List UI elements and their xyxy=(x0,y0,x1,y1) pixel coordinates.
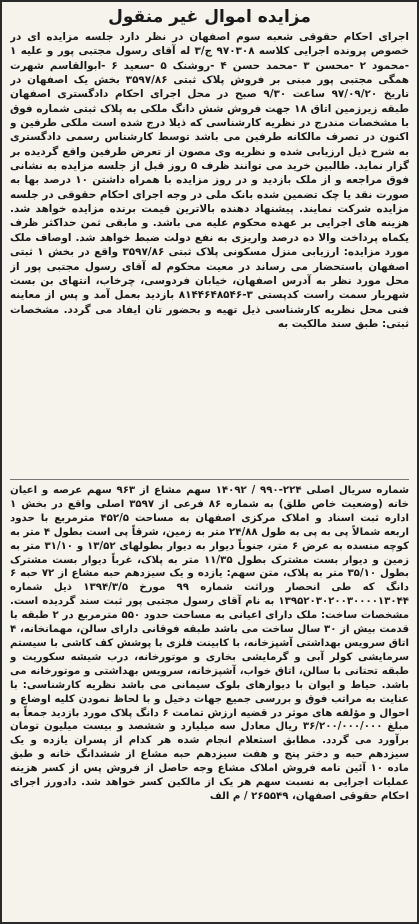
section-divider xyxy=(10,479,409,480)
notice-paragraph-property-details xyxy=(10,484,409,920)
notice-reference-number: ۲۶۵۵۴۹ / م الف xyxy=(209,790,289,802)
notice-paragraph-auction-terms: اجرای احکام حقوقی شعبه سوم اصفهان در نظر دارد جلسه مزایده ای در خصوص پرونده اجرایی کلاسه ۹۷۰۳۰۸ ج/۳ له آقای رسول مجتبی پور و علیه ۱ -محمود ۲ -محسن ۳ -محمد حسن ۴ -روشنک ۵ -سعید ۶ -ابوالقاسم شهرت همگی مجتبی پور مبنی بر فروش پلاک ثبتی ۳۵۹۷/۸۶ بخش یک اصفهان در تاریخ ۹۷/۰۹/۲۰ ساعت ۹/۳۰ صبح در محل اجرای احکام دادگستری اصفهان طبقه زیرزمین اتاق ۱۸ جهت فروش شش دانگ ملکی به پلاک ثبتی شماره فوق با مشخصات مندرج در نظریه کارشناسی که ذیلا درج شده است ملکی طرفین و اکنون در تصرف مالکانه طرفین می باشد توسط کارشناس رسمی دادگستری به شرح ذیل ارزیابی شده و نظریه وی مصون از تعرض طرفین واقع گردیده بر گزار نماید. طالبین خرید می توانند ظرف ۵ روز قبل از جلسه مزایده به نشانی فوق مراجعه و از ملک بازدید و در روز مزایده با همراه داشتن ۱۰ درصد بها به صورت نقد یا چک تضمین شده بانک ملی در وجه اجرای احکام حقوقی در جلسه مزایده شرکت نمایند. پیشنهاد دهنده بالاترین قیمت برنده مزایده خواهد شد. هزینه های اجرایی بر عهده محکوم علیه می باشد. و مابقی ثمن حداکثر ظرف یکماه پرداخت والا ده درصد واریزی به نفع دولت ضبط خواهد شد. اوصاف ملک مورد مزایده: ارزیابی منزل مسکونی پلاک ثبتی ۳۵۹۷/۸۶ واقع در بخش ۱ ثبتی اصفهان باستحضار می رساند در معیت محکوم له آقای رسول مجتبی پور از محل مورد نظر به آدرس اصفهان، خیابان فردوسی، چرخاب، انتهای بن بست شهریار سمت راست کدپستی ۳-۸۱۴۴۶۴۸۵۴۶ بازدید بعمل آمد و پس از معاینه فنی محل نظریه کارشناسی ذیل تهیه و بحضور تان ایفاد می گردد. مشخصات ثبتی: طبق سند مالکیت به xyxy=(10,31,409,330)
property-details-text: شماره سریال اصلی ۲۲۴-۹۹۰ / ۱۴۰۹۲ سهم مشاع از ۹۶۳ سهم عرصه و اعیان خانه (وضعیت خاص طلق) به شماره ۸۶ فرعی از ۳۵۹۷ اصلی واقع در بخش ۱ اداره ثبت اسناد و املاک مرکزی اصفهان به مساحت ۴۵۲/۵ مترمربع با حدود اربعه شمالاً پی به پی به طول ۲۴/۸۸ متر به زمین، شرقاً پی است بطول ۴ متر به کوچه منسده به عرض ۶ متر، جنوباً دیوار به دیوار بطولهای ۱۳/۵۲ و ۳۱/۱۰ متر به زمین و دیوار بست مشترک بطول ۱۱/۳۵ متر به پلاک، غرباً دیوار بست مشترک بطول ۳۵/۱۰ متر به پلاک، متن سهم: یازده و یک سیزدهم حبه مشاع از ۷۲ حبه ۶ دانگ که طی انحصار وراثت شماره ۹۹ مورخ ۱۳۹۴/۳/۵ ذیل شماره ۱۳۹۵۲۰۳۰۲۰۰۳۰۰۰۰۱۳۰۴۴ به نام آقای رسول مجتبی پور ثبت سند گردیده است. مشخصات ساخت: ملک دارای اعیانی به مساحت حدود ۵۵۰ مترمربع در ۲ طبقه با قدمت بیش از ۳۰ سال ساخت می باشد طبقه فوقانی دارای سالن، مهمانخانه، ۴ اتاق سرویس بهداشتی آشپزخانه، با کابینت فلزی با پوشش کف کاشی با سیستم سرمایشی کولر آبی و گرمایشی بخاری و موتورخانه، درب شیشه سکوریت و طبقه تحتانی با سالن، اتاق خواب، آشپزخانه، سرویس بهداشتی و موتورخانه می باشد. حیاط و ایوان با دیوارهای بلوک سیمانی می باشد نظریه کارشناسی: با عنایت به مراتب فوق و بررسی جمیع جهات دخیل و با لحاظ نمودن کلیه اوضاع و احوال و مؤلفه های موثر در قضیه ارزش تمامت ۶ دانگ پلاک مورد بازدید جمعاً به مبلغ ۳۶/۲۰۰/۰۰۰/۰۰۰ ریال معادل سه میلیارد و ششصد و بیست میلیون تومان برآورد می گردد. مطابق استعلام انجام شده هر کدام از پسران یازده و یک سیزدهم حبه و دختر پنج و هفت سیزدهم حبه مشاع از ششدانگ خانه و طبق ماده ۱۰ آئین نامه فروش املاک مشاع وجه حاصل از فروش پس از کسر هزینه عملیات اجرایی به نسبت سهم هر یک از مالکین کسر خواهد شد. دادورز اجرای احکام حقوقی اصفهان، xyxy=(10,485,409,802)
notice-title: مزایده اموال غیر منقول xyxy=(108,7,311,27)
notice-body xyxy=(2,30,417,920)
